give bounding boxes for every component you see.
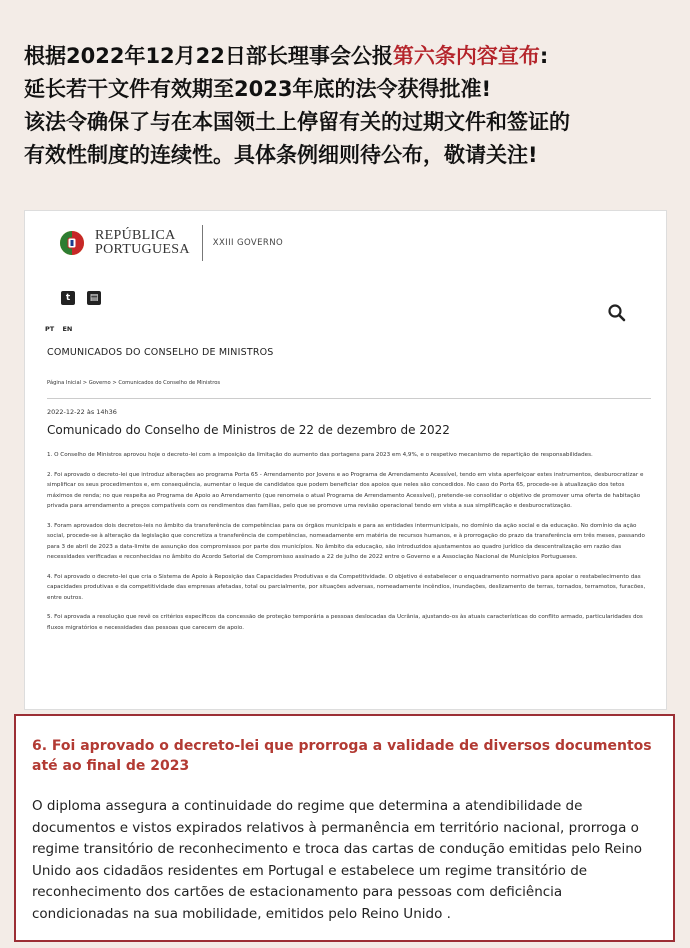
webpage-screenshot (24, 210, 667, 710)
list-item: 3. Foram aprovados dois decretos-leis no âmbito da transferência de competências para os órgãos municipais e para as entidades intermunicipais, no domínio da ação social e da educação. No domínio da ação social, procede-se à alteração da legislação que concretiza a transferência de competências, nomeadamente em matéria de recursos humanos, e à prorrogação do prazo da transferência em três meses, passando para 3 de abril de 2023 a data-limite de assunção dos compromissos por parte dos municípios. No âmbito da educação, são introduzidos ajustamentos ao quadro jurídico da descentralização em razão das necessidades verificadas e reconhecidas no âmbito do Acordo Setorial de Compromisso assinado a 22 de julho de 2022 entre o Governo e a Associação Nacional de Municípios Portugueses. (47, 522, 645, 560)
list-item: 4. Foi aprovado o decreto-lei que cria o Sistema de Apoio à Reposição das Capacidades Produtivas e da Competitividade. O objetivo é estabelecer o enquadramento normativo para apoiar o restabelecimento das capacidades produtivas e da competitividade das empresas afetadas, total ou parcialmente, por situações adversas, nomeadamente incêndios, inundações, deslizamento de terras, tornados, terramotos, furacões, entre outros. (47, 573, 646, 601)
logo-line-1: REPÚBLICA (95, 228, 176, 243)
government-logo[interactable] (59, 225, 283, 261)
headline-line-1: 根据2022年12月22日部长理事会公报第六条内容宣布: (24, 44, 549, 68)
divider (47, 398, 651, 399)
social-links (61, 291, 101, 305)
breadcrumb[interactable]: Página Inicial > Governo > Comunicados do Conselho de Ministros (47, 380, 221, 386)
print-icon[interactable]: ▤ (87, 291, 101, 305)
section-title: COMUNICADOS DO CONSELHO DE MINISTROS (47, 347, 274, 358)
language-switcher (45, 325, 78, 333)
search-icon[interactable] (607, 303, 627, 323)
headline-highlight: 第六条内容宣布 (392, 44, 540, 68)
highlighted-item (14, 714, 675, 942)
logo-line-2: PORTUGUESA (95, 242, 190, 257)
headline-line-3: 该法令确保了与在本国领土上停留有关的过期文件和签证的 (24, 110, 570, 134)
government-label: XXIII GOVERNO (212, 238, 284, 248)
document-title: Comunicado do Conselho de Ministros de 22 de dezembro de 2022 (47, 423, 450, 437)
coat-of-arms-icon (59, 229, 85, 257)
lang-en[interactable]: EN (62, 325, 73, 333)
headline (24, 40, 670, 172)
list-item: 1. O Conselho de Ministros aprovou hoje o decreto-lei com a imposição da limitação do aumento das portagens para 2023 em 4,9%, e o respetivo mecanismo de repartição de responsabilidades. (47, 452, 593, 458)
list-item: 2. Foi aprovado o decreto-lei que introduz alterações ao programa Porta 65 - Arrendamento por Jovens e ao Programa de Arrendamento Acessível, tendo em vista aperfeiçoar estes instrumentos, desburocratizar e simplificar os seus procedimentos e, em consequência, aumentar o leque de candidatos que podem beneficiar dos apoios que neles são concedidos. No caso do Porta 65, procede-se à atualização dos tetos máximos de renda; no que respeita ao Programa de Apoio ao Arrendamento (que renomeia o atual Programa de Arrendamento Acessível), pretende-se consolidar o objetivo de promover uma oferta de habitação privada para arrendamento a preços compatíveis com os rendimentos das famílias, pelo que se promove uma revisão operacional tendo em vista a sua simplificação e desburocratização. (47, 471, 644, 509)
list-item: 5. Foi aprovada a resolução que revê os critérios específicos da concessão de proteção temporária a pessoas deslocadas da Ucrânia, ajustando-os às atuais características do conflito armado, particularidades dos fluxos migratórios e necessidades das pessoas que carecem de apoio. (47, 614, 643, 631)
headline-line-4: 有效性制度的连续性。具体条例细则待公布，敬请关注! (24, 143, 538, 167)
publish-date: 2022-12-22 às 14h36 (47, 408, 117, 416)
document-items (47, 450, 651, 642)
highlight-body: O diploma assegura a continuidade do regime que determina a atendibilidade de documentos e vistos expirados relativos à permanência em território nacional, prorroga o regime transitório de reconhecimento e troca das cartas de condução emitidas pelo Reino Unido aos cidadãos residentes em Portugal e estabelece um regime transitório de reconhecimento dos cartões de estacionamento para pessoas com deficiência condicionadas na sua mobilidade, emitidos pelo Reino Unido . (32, 798, 643, 922)
highlight-title: 6. Foi aprovado o decreto-lei que prorroga a validade de diversos documentos até ao final de 2023 (32, 738, 652, 774)
lang-pt[interactable]: PT (45, 325, 55, 333)
twitter-icon[interactable]: t (61, 291, 75, 305)
headline-line-2: 延长若干文件有效期至2023年底的法令获得批准! (24, 77, 492, 101)
logo-divider (202, 225, 203, 261)
